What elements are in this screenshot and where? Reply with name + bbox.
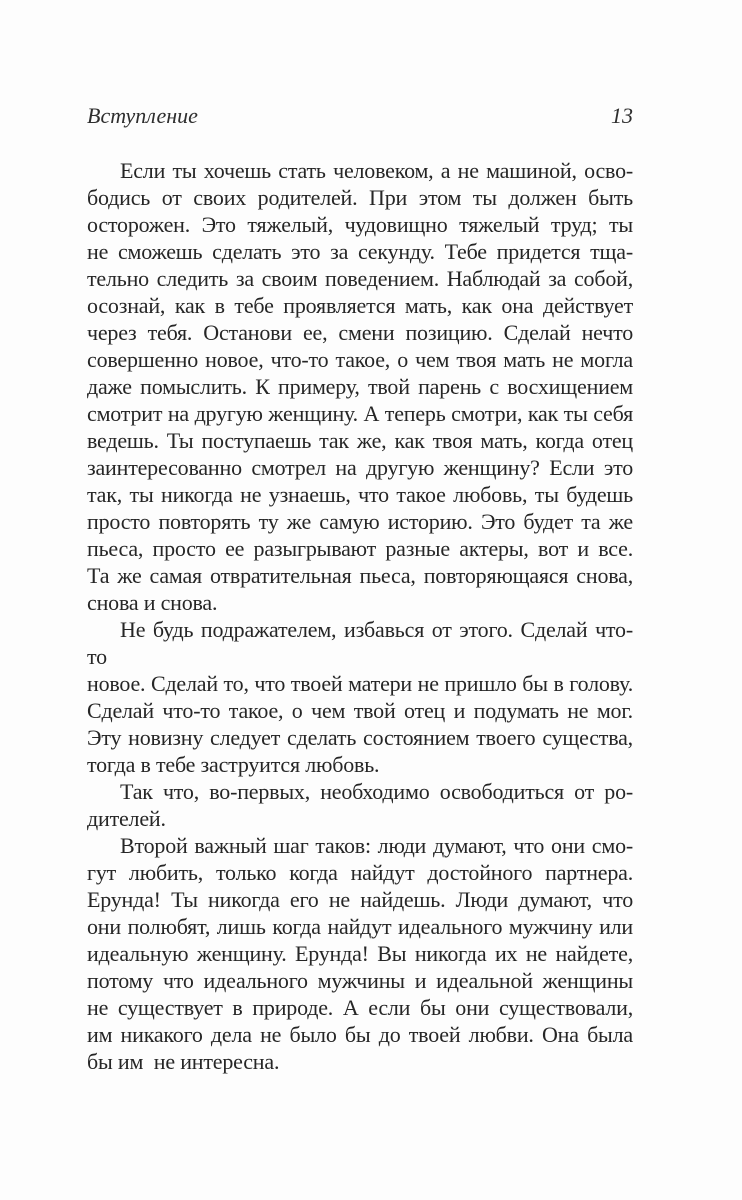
text-line: снова и снова. xyxy=(87,590,218,615)
text-line: осторожен. Это тяжелый, чудовищно тяжелый труд; ты xyxy=(87,212,633,237)
text-line: даже помыслить. К примеру, твой парень с восхищением xyxy=(87,374,633,399)
paragraph xyxy=(87,832,633,1075)
text-line: тельно следить за своим поведением. Наблюдай за собой, xyxy=(87,266,633,291)
text-line: Не будь подражателем, избавься от этого. Сделай что-то xyxy=(87,617,633,669)
text-line: гут любить, только когда найдут достойного партнера. xyxy=(87,860,633,885)
running-head xyxy=(87,102,633,129)
page-content xyxy=(87,102,633,1075)
text-line: ведешь. Ты поступаешь так же, как твоя мать, когда отец xyxy=(87,428,633,453)
text-line: смотрит на другую женщину. А теперь смотри, как ты себя xyxy=(87,401,633,426)
text-line: Ерунда! Ты никогда его не найдешь. Люди думают, что xyxy=(87,887,633,912)
text-line: просто повторять ту же самую историю. Это будет та же xyxy=(87,509,633,534)
paragraph xyxy=(87,778,633,832)
text-line: через тебя. Останови ее, смени позицию. Сделай нечто xyxy=(87,320,633,345)
body-text xyxy=(87,157,633,1075)
text-line: осознай, как в тебе проявляется мать, как она действует xyxy=(87,293,633,318)
text-line: Сделай что-то такое, о чем твой отец и подумать не мог. xyxy=(87,698,633,723)
text-line: совершенно новое, что-то такое, о чем твоя мать не могла xyxy=(87,347,633,372)
text-line: им никакого дела не было бы до твоей любви. Она была xyxy=(87,1022,633,1047)
text-line: новое. Сделай то, что твоей матери не пришло бы в голову. xyxy=(87,671,633,696)
page-number: 13 xyxy=(611,103,633,128)
text-line: пьеса, просто ее разыгрывают разные актеры, вот и все. xyxy=(87,536,633,561)
text-line: бы им не интересна. xyxy=(87,1049,280,1074)
text-line: Так что, во-первых, необходимо освободиться от ро- xyxy=(120,779,633,804)
paragraph xyxy=(87,616,633,778)
text-line: идеальную женщину. Ерунда! Вы никогда их не найдете, xyxy=(87,941,633,966)
text-line: бодись от своих родителей. При этом ты должен быть xyxy=(87,185,633,210)
text-line: заинтересованно смотрел на другую женщину? Если это xyxy=(87,455,633,480)
text-line: не сможешь сделать это за секунду. Тебе придется тща- xyxy=(87,239,633,264)
text-line: не существует в природе. А если бы они существовали, xyxy=(87,995,633,1020)
text-line: Эту новизну следует сделать состоянием твоего существа, xyxy=(87,725,633,750)
text-line: дителей. xyxy=(87,806,166,831)
section-title: Вступление xyxy=(87,103,198,128)
text-line: потому что идеального мужчины и идеальной женщины xyxy=(87,968,633,993)
paragraph xyxy=(87,157,633,616)
text-line: Второй важный шаг таков: люди думают, что они смо- xyxy=(120,833,633,858)
text-line: Если ты хочешь стать человеком, а не машиной, осво- xyxy=(120,158,633,183)
text-line: тогда в тебе заструится любовь. xyxy=(87,752,380,777)
text-line: Та же самая отвратительная пьеса, повторяющаяся снова, xyxy=(87,563,633,588)
text-line: так, ты никогда не узнаешь, что такое любовь, ты будешь xyxy=(87,482,633,507)
text-line: они полюбят, лишь когда найдут идеального мужчину или xyxy=(87,914,633,939)
